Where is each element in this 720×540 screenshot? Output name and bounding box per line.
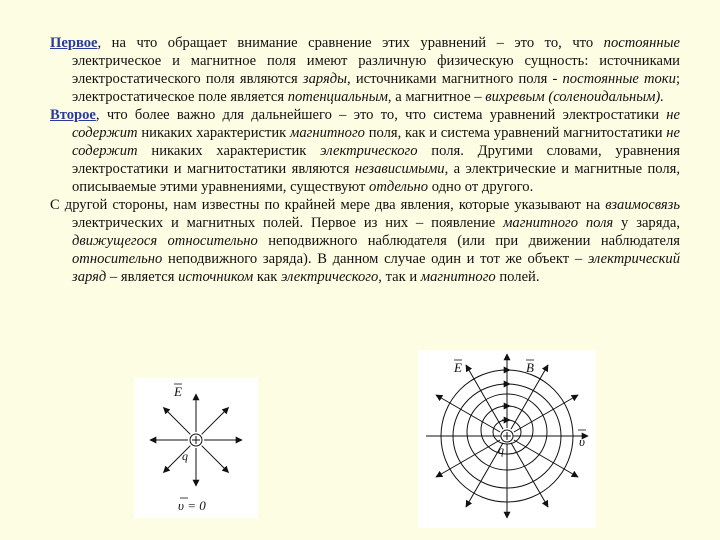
text-run: никаких характеристик [137,125,291,141]
figure-moving-charge [418,350,596,528]
text-run: ; электростатическое поле является [72,71,680,105]
b-label: B [526,360,534,375]
text-run: электрическое и магнитное поля имеют различную физическую сущность: источниками электростатического поля являются [72,53,680,87]
emphasis-text: постоянные [603,35,680,51]
keyword-heading: Первое [50,35,98,51]
paragraph-second [50,106,680,196]
text-run: одно от другого. [428,179,534,195]
emphasis-text: потенциальным [287,89,388,105]
emphasis-text: электрического [320,143,418,159]
moving-charge-diagram [418,350,596,528]
text-run: у заряда, [613,215,680,231]
emphasis-text: электрического [280,269,379,285]
emphasis-text: электрический заряд [72,251,680,285]
e-field-line-7 [202,408,229,435]
text-run: полей. [495,269,540,285]
text-run: , что более важно для дальнейшего – это то, что система уравнений электростатики [95,107,667,123]
text-run: , а магнитное – [387,89,486,105]
text-run: , так и [378,269,421,285]
text-run: как [253,269,281,285]
static-charge-diagram [134,378,258,518]
charge-label-q: q [182,449,188,463]
emphasis-text: относительно [72,251,163,267]
emphasis-text: отдельно [369,179,429,195]
paragraph-first [50,34,680,106]
body-text [50,34,680,286]
text-run: неподвижного наблюдателя (или при движении наблюдателя [257,233,680,249]
text-run: электрических и магнитных полей. Первое из них – появление [72,215,504,231]
emphasis-text: постоянные токи [562,71,676,87]
e-field-line-1 [202,446,229,473]
emphasis-text: вихревым (соленоидальным). [485,89,664,105]
emphasis-text: источником [178,269,254,285]
emphasis-text: не содержит [72,125,680,159]
emphasis-text: движущегося относительно [72,233,258,249]
text-run: , на что обращает внимание сравнение этих уравнений – это то, что [97,35,604,51]
loop-direction-arrows [502,370,510,420]
emphasis-text: взаимосвязь [605,197,680,213]
moving-charge-label: q [498,443,504,457]
emphasis-text: магнитного [290,125,365,141]
e-field-line-5 [164,408,191,435]
paragraph-third [50,196,680,286]
velocity-label-right: υ [579,434,585,449]
emphasis-text: не содержит [72,107,680,141]
field-label-e: E [174,384,182,399]
emphasis-text: независимыми [354,161,445,177]
text-run: поля, как и система уравнений магнитостатики [364,125,667,141]
e-label: E [454,360,462,375]
velocity-label: υ = 0 [178,498,206,513]
text-run: неподвижного заряда). В данном случае один и тот же объект – [162,251,588,267]
figure-static-charge [134,378,258,518]
text-run: поля. Другими словами, уравнения электростатики и магнитостатики являются [72,143,680,177]
keyword-heading: Второе [50,107,96,123]
text-run: , а электрические и магнитные поля, описываемые этими уравнениями, существуют [72,161,681,195]
emphasis-text: магнитного [420,269,496,285]
text-run: – является [106,269,179,285]
text-run: , источниками магнитного поля - [347,71,563,87]
text-run: С другой стороны, нам известны по крайней мере два явления, которые указывают на [50,197,606,213]
emphasis-text: магнитного поля [503,215,614,231]
text-run: никаких характеристик [137,143,321,159]
emphasis-text: заряды [302,71,348,87]
